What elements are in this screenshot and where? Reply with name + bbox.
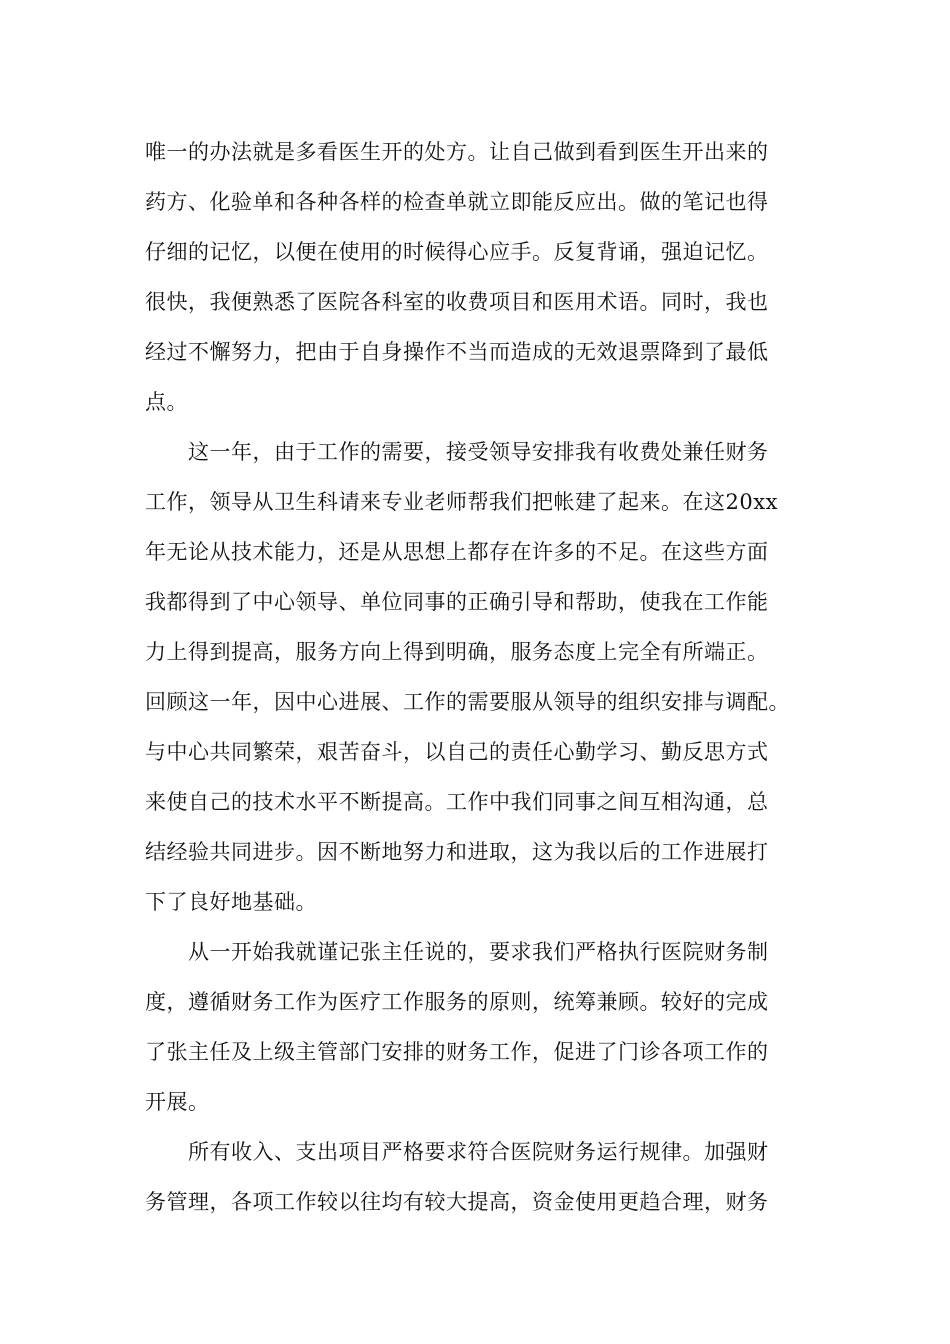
text-line: 从一开始我就谨记张主任说的，要求我们严格执行医院财务制 <box>145 940 769 964</box>
text-line: 来使自己的技术水平不断提高。工作中我们同事之间互相沟通，总 <box>145 790 769 814</box>
text-line: 度，遵循财务工作为医疗工作服务的原则，统筹兼顾。较好的完成 <box>145 990 769 1014</box>
text-line: 这一年，由于工作的需要，接受领导安排我有收费处兼任财务 <box>145 440 769 464</box>
text-line: 与中心共同繁荣，艰苦奋斗，以自己的责任心勤学习、勤反思方式 <box>145 740 769 764</box>
text-line: 结经验共同进步。因不断地努力和进取，这为我以后的工作进展打 <box>145 840 769 864</box>
text-line: 很快，我便熟悉了医院各科室的收费项目和医用术语。同时，我也 <box>145 290 769 314</box>
text-line: 工作，领导从卫生科请来专业老师帮我们把帐建了起来。在这20xx <box>145 490 778 514</box>
text-line: 回顾这一年，因中心进展、工作的需要服从领导的组织安排与调配。 <box>145 690 790 714</box>
text-line: 开展。 <box>145 1090 210 1114</box>
text-line: 仔细的记忆，以便在使用的时候得心应手。反复背诵，强迫记忆。 <box>145 240 769 264</box>
text-line: 务管理，各项工作较以往均有较大提高，资金使用更趋合理，财务 <box>145 1190 769 1214</box>
text-line: 药方、化验单和各种各样的检查单就立即能反应出。做的笔记也得 <box>145 190 769 214</box>
document-body <box>145 133 815 1233</box>
text-line: 我都得到了中心领导、单位同事的正确引导和帮助，使我在工作能 <box>145 590 769 614</box>
text-line: 唯一的办法就是多看医生开的处方。让自己做到看到医生开出来的 <box>145 140 769 164</box>
text-line: 下了良好地基础。 <box>145 890 317 914</box>
text-line: 经过不懈努力，把由于自身操作不当而造成的无效退票降到了最低 <box>145 340 769 364</box>
text-line: 年无论从技术能力，还是从思想上都存在许多的不足。在这些方面 <box>145 540 769 564</box>
text-line: 所有收入、支出项目严格要求符合医院财务运行规律。加强财 <box>145 1140 769 1164</box>
text-line: 了张主任及上级主管部门安排的财务工作，促进了门诊各项工作的 <box>145 1040 769 1064</box>
text-line: 点。 <box>145 390 188 414</box>
text-line: 力上得到提高，服务方向上得到明确，服务态度上完全有所端正。 <box>145 640 769 664</box>
